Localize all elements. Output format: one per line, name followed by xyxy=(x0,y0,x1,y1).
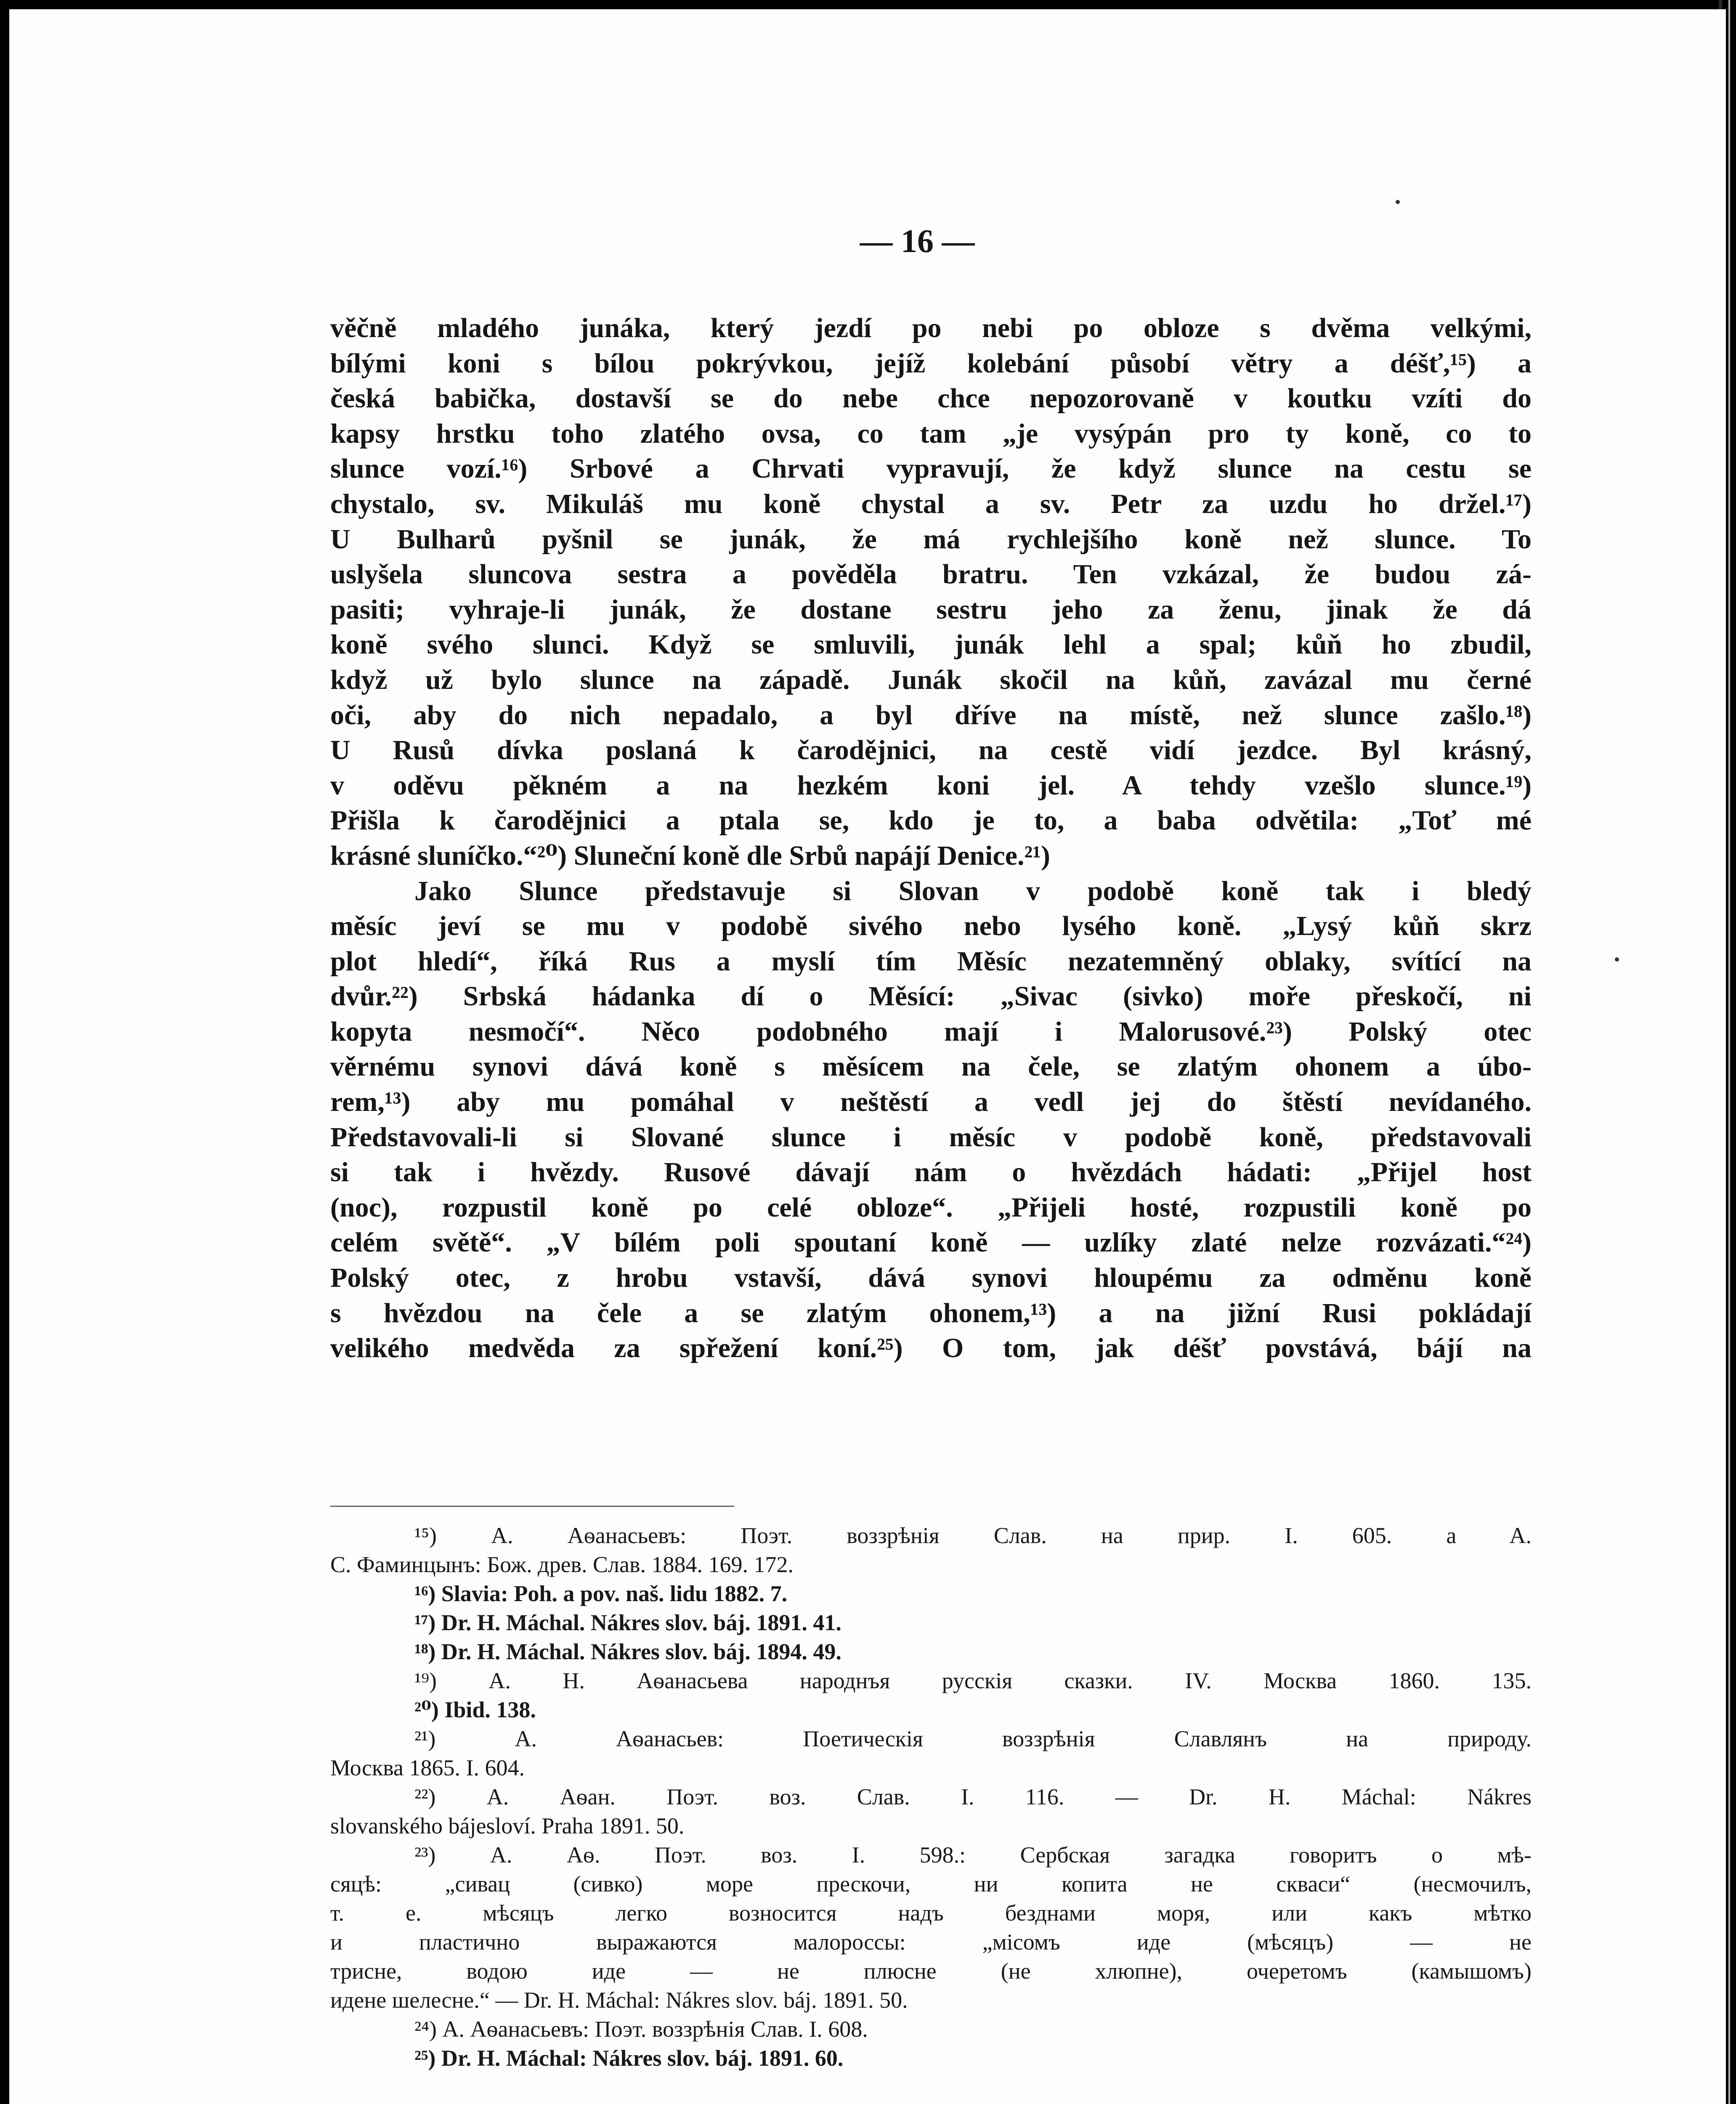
book-spine-highlight xyxy=(1728,0,1730,2104)
ink-speck xyxy=(1396,200,1400,204)
footnote-line: т. е. мѣсяцъ легко возносится надъ безднами моря, или какъ мѣтко xyxy=(330,1900,1532,1926)
footnote-line: ¹⁸) Dr. H. Máchal. Nákres slov. báj. 1894. 49. xyxy=(414,1639,841,1664)
footnote-line: slovanského bájesloví. Praha 1891. 50. xyxy=(330,1813,685,1838)
footnote-line: и пластично выражаются малороссы: „місомъ иде (мѣсяцъ) — не xyxy=(330,1929,1532,1955)
footnote-separator xyxy=(330,1506,734,1507)
footnote-line: ¹⁷) Dr. H. Máchal. Nákres slov. báj. 1891. 41. xyxy=(414,1610,841,1635)
page-number: — 16 — xyxy=(860,223,975,259)
text-line: v oděvu pěkném a na hezkém koni jel. A tehdy vzešlo slunce.¹⁹) xyxy=(330,770,1532,801)
text-line: s hvězdou na čele a se zlatým ohonem,¹³) a na jižní Rusi pokládají xyxy=(330,1297,1532,1328)
text-line: U Rusů dívka poslaná k čarodějnici, na cestě vidí jezdce. Byl krásný, xyxy=(330,735,1532,766)
text-line: chystalo, sv. Mikuláš mu koně chystal a sv. Petr za uzdu ho držel.¹⁷) xyxy=(330,488,1532,519)
text-line: bílými koni s bílou pokrývkou, jejíž kolebání působí větry a déšť,¹⁵) a xyxy=(330,348,1532,379)
text-line: pasiti; vyhraje-li junák, že dostane sestru jeho za ženu, jinak že dá xyxy=(330,594,1532,625)
footnotes xyxy=(330,1521,1532,2073)
footnote-line: С. Фаминцынъ: Бож. древ. Слав. 1884. 169. 172. xyxy=(330,1552,794,1577)
text-line: si tak i hvězdy. Rusové dávají nám o hvězdách hádati: „Přijel host xyxy=(330,1157,1532,1188)
text-line: Přišla k čarodějnici a ptala se, kdo je to, a baba odvětila: „Toť mé xyxy=(330,805,1532,836)
footnote-line: ²³) А. Аѳ. Поэт. воз. I. 598.: Сербская загадка говоритъ о мѣ- xyxy=(414,1842,1532,1868)
text-line: Představovali-li si Slované slunce i měsíc v podobě koně, představovali xyxy=(330,1121,1532,1153)
main-text xyxy=(330,311,1532,1366)
text-line: celém světě“. „V bílém poli spoutaní koně — uzlíky zlaté nelze rozvázati.“²⁴) xyxy=(330,1227,1532,1258)
footnote-line: ²¹) А. Аѳанасьев: Поетическія воззрѣнія Славлянъ на природу. xyxy=(414,1726,1532,1751)
text-line: česká babička, dostavší se do nebe chce nepozorovaně v koutku vzíti do xyxy=(330,383,1532,414)
text-line: velikého medvěda za spřežení koní.²⁵) O tom, jak déšť povstává, bájí na xyxy=(330,1333,1532,1364)
footnote-line: ²²) А. Аѳан. Поэт. воз. Слав. I. 116. — Dr. H. Máchal: Nákres xyxy=(414,1784,1532,1809)
footnote-line: ²⁴) А. Аѳанасьевъ: Поэт. воззрѣнія Слав. I. 608. xyxy=(414,2016,868,2042)
text-line: U Bulharů pyšnil se junák, že má rychlejšího koně než slunce. To xyxy=(330,523,1532,555)
text-line: kapsy hrstku toho zlatého ovsa, co tam „je vysýpán pro ty koně, co to xyxy=(330,418,1532,449)
text-line: dvůr.²²) Srbská hádanka dí o Měsící: „Sivac (sivko) moře přeskočí, ni xyxy=(330,981,1532,1012)
footnote-line: триснe, водою иде — не плюснe (не хлюпне), очеретомъ (камышомъ) xyxy=(330,1958,1532,1984)
text-line: kopyta nesmočí“. Něco podobného mají i Malorusové.²³) Polský otec xyxy=(330,1016,1532,1047)
text-line: Jako Slunce představuje si Slovan v podobě koně tak i bledý xyxy=(414,875,1532,906)
text-line: (noc), rozpustil koně po celé obloze“. „Přijeli hosté, rozpustili koně po xyxy=(330,1192,1532,1223)
footnote-line: идене шелесне.“ — Dr. H. Máchal: Nákres slov. báj. 1891. 50. xyxy=(330,1987,908,2013)
footnote-line: сяцѣ: „сивац (сивко) море прескочи, ни копита не скваси“ (несмочилъ, xyxy=(330,1871,1532,1897)
footnote-line: ¹⁹) А. Н. Аѳанасьева народнъя русскія сказки. IV. Москва 1860. 135. xyxy=(414,1668,1532,1693)
footnote-line: ¹⁶) Slavia: Poh. a pov. naš. lidu 1882. 7. xyxy=(414,1581,788,1606)
text-line: krásné sluníčko.“²⁰) Sluneční koně dle Srbů napájí Denice.²¹) xyxy=(330,840,1051,871)
text-line: uslyšela sluncova sestra a pověděla bratru. Ten vzkázal, že budou zá- xyxy=(330,559,1532,590)
text-line: když už bylo slunce na západě. Junák skočil na kůň, zavázal mu černé xyxy=(330,664,1532,695)
text-line: slunce vozí.¹⁶) Srbové a Chrvati vypravují, že když slunce na cestu se xyxy=(330,453,1532,484)
ink-speck xyxy=(1615,957,1619,962)
footnote-line: ¹⁵) А. Аѳанасьевъ: Поэт. воззрѣнія Слав. на прир. I. 605. a A. xyxy=(414,1523,1532,1548)
footnote-line: ²⁵) Dr. H. Máchal: Nákres slov. báj. 1891. 60. xyxy=(414,2046,844,2071)
footnote-line: Москва 1865. I. 604. xyxy=(330,1755,525,1780)
text-line: plot hledí“, říká Rus a myslí tím Měsíc nezatemněný oblaky, svítící na xyxy=(330,946,1532,977)
text-line: věčně mladého junáka, který jezdí po nebi po obloze s dvěma velkými, xyxy=(330,313,1532,343)
footnote-line: ²⁰) Ibid. 138. xyxy=(414,1697,536,1722)
text-line: věrnému synovi dává koně s měsícem na čele, se zlatým ohonem a úbo- xyxy=(330,1051,1532,1082)
text-line: rem,¹³) aby mu pomáhal v neštěstí a vedl jej do štěstí nevídaného. xyxy=(330,1087,1532,1118)
text-line: měsíc jeví se mu v podobě sivého nebo lysého koně. „Lysý kůň skrz xyxy=(330,911,1532,942)
text-line: koně svého slunci. Když se smluvili, junák lehl a spal; kůň ho zbudil, xyxy=(330,629,1532,660)
text-line: Polský otec, z hrobu vstavší, dává synovi hloupému za odměnu koně xyxy=(330,1262,1532,1294)
text-line: oči, aby do nich nepadalo, a byl dříve na místě, než slunce zašlo.¹⁸) xyxy=(330,699,1532,731)
